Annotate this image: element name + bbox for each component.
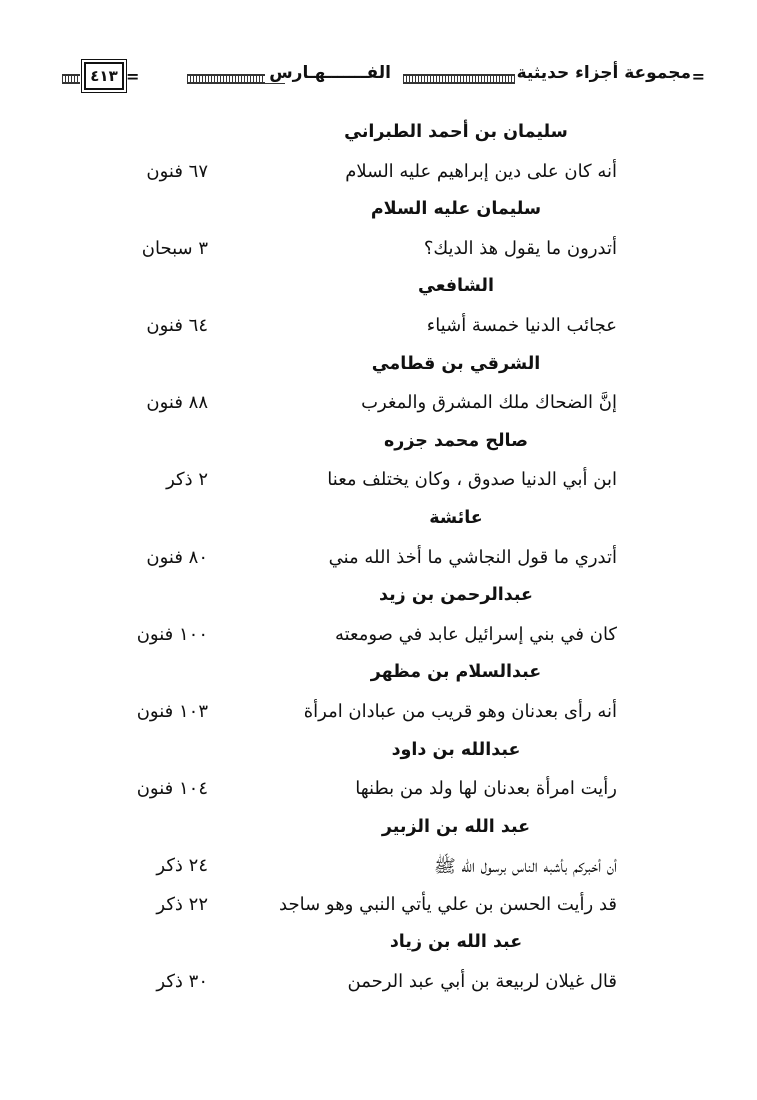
hadith-reference: ١٠٤ فنون	[136, 778, 208, 800]
narrator-heading	[0, 427, 757, 466]
running-header	[62, 60, 705, 94]
page-number: ٤١٣	[90, 67, 118, 85]
narrator-heading	[0, 813, 757, 852]
hadith-reference: ١٠٣ فنون	[136, 700, 208, 722]
hadith-entry	[0, 851, 757, 890]
page-number-box	[84, 62, 124, 90]
hadith-incipit: أتدري ما قول النجاشي ما أخذ الله مني	[328, 546, 617, 568]
hadith-entry	[0, 967, 757, 1006]
hadith-entry	[0, 311, 757, 350]
header-rule-left	[62, 74, 80, 84]
narrator-heading	[0, 658, 757, 697]
hadith-entry	[0, 774, 757, 813]
narrator-heading	[0, 736, 757, 775]
narrator-heading	[0, 195, 757, 234]
hadith-incipit: أنه رأى بعدنان وهو قريب من عبادان امرأة	[303, 700, 617, 722]
hadith-reference: ٢٤ ذكر	[156, 855, 208, 877]
hadith-incipit: قال غيلان لربيعة بن أبي عبد الرحمن	[347, 971, 617, 993]
hadith-incipit: قد رأيت الحسن بن علي يأتي النبي وهو ساجد	[279, 893, 617, 915]
hadith-reference: ٨٨ فنون	[146, 392, 208, 414]
hadith-entry	[0, 157, 757, 196]
hadith-reference: ٢٢ ذكر	[156, 893, 208, 915]
narrator-name: عبدالله بن داود	[391, 739, 521, 760]
hadith-entry	[0, 234, 757, 273]
header-section-title: الفـــــــهـارس	[265, 63, 395, 83]
narrator-heading	[0, 272, 757, 311]
hadith-incipit: أتدرون ما يقول هذ الديك؟	[423, 237, 617, 259]
narrator-heading	[0, 118, 757, 157]
hadith-incipit: أن أخبركم بأشبه الناس برسول الله ﷺ	[433, 856, 617, 878]
narrator-name: سليمان عليه السلام	[370, 199, 542, 220]
narrator-name: عبد الله بن الزبير	[381, 816, 531, 837]
narrator-name: عبد الله بن زياد	[389, 932, 523, 953]
hadith-incipit: كان في بني إسرائيل عابد في صومعته	[334, 623, 617, 645]
hadith-reference: ٣ سبحان	[141, 237, 208, 259]
hadith-reference: ٦٤ فنون	[146, 314, 208, 336]
hadith-entry	[0, 890, 757, 929]
hadith-reference: ١٠٠ فنون	[136, 623, 208, 645]
hadith-entry	[0, 388, 757, 427]
header-end-mark-right: =	[691, 67, 705, 86]
hadith-entry	[0, 697, 757, 736]
narrator-name: الشافعي	[418, 276, 494, 297]
hadith-reference: ٦٧ فنون	[146, 160, 208, 182]
hadith-reference: ٨٠ فنون	[146, 546, 208, 568]
narrator-name: عائشة	[429, 507, 483, 528]
hadith-incipit: رأيت امرأة بعدنان لها ولد من بطنها	[355, 778, 617, 800]
narrator-name: صالح محمد جزره	[383, 430, 529, 451]
narrator-name: عبدالرحمن بن زيد	[378, 585, 533, 606]
header-rule-right	[403, 74, 515, 84]
hadith-entry	[0, 543, 757, 582]
header-collection-title: مجموعة أجزاء حديثية	[516, 63, 691, 83]
narrator-heading	[0, 581, 757, 620]
hadith-incipit: ابن أبي الدنيا صدوق ، وكان يختلف معنا	[327, 469, 617, 491]
narrator-name: عبدالسلام بن مظهر	[370, 662, 542, 683]
narrator-name: الشرقي بن قطامي	[371, 353, 541, 374]
hadith-entry	[0, 620, 757, 659]
narrator-heading	[0, 350, 757, 389]
hadith-reference: ٣٠ ذكر	[156, 971, 208, 993]
hadith-incipit: أنه كان على دين إبراهيم عليه السلام	[345, 160, 617, 182]
narrator-name: سليمان بن أحمد الطبراني	[344, 122, 568, 142]
narrator-heading	[0, 928, 757, 967]
narrator-heading	[0, 504, 757, 543]
hadith-incipit: عجائب الدنيا خمسة أشياء	[426, 314, 617, 336]
hadith-entry	[0, 465, 757, 504]
hadith-incipit: إنَّ الضحاك ملك المشرق والمغرب	[361, 392, 617, 414]
header-end-mark-box: =	[126, 67, 140, 86]
hadith-reference: ٢ ذكر	[166, 469, 208, 491]
index-entries	[0, 118, 757, 1006]
